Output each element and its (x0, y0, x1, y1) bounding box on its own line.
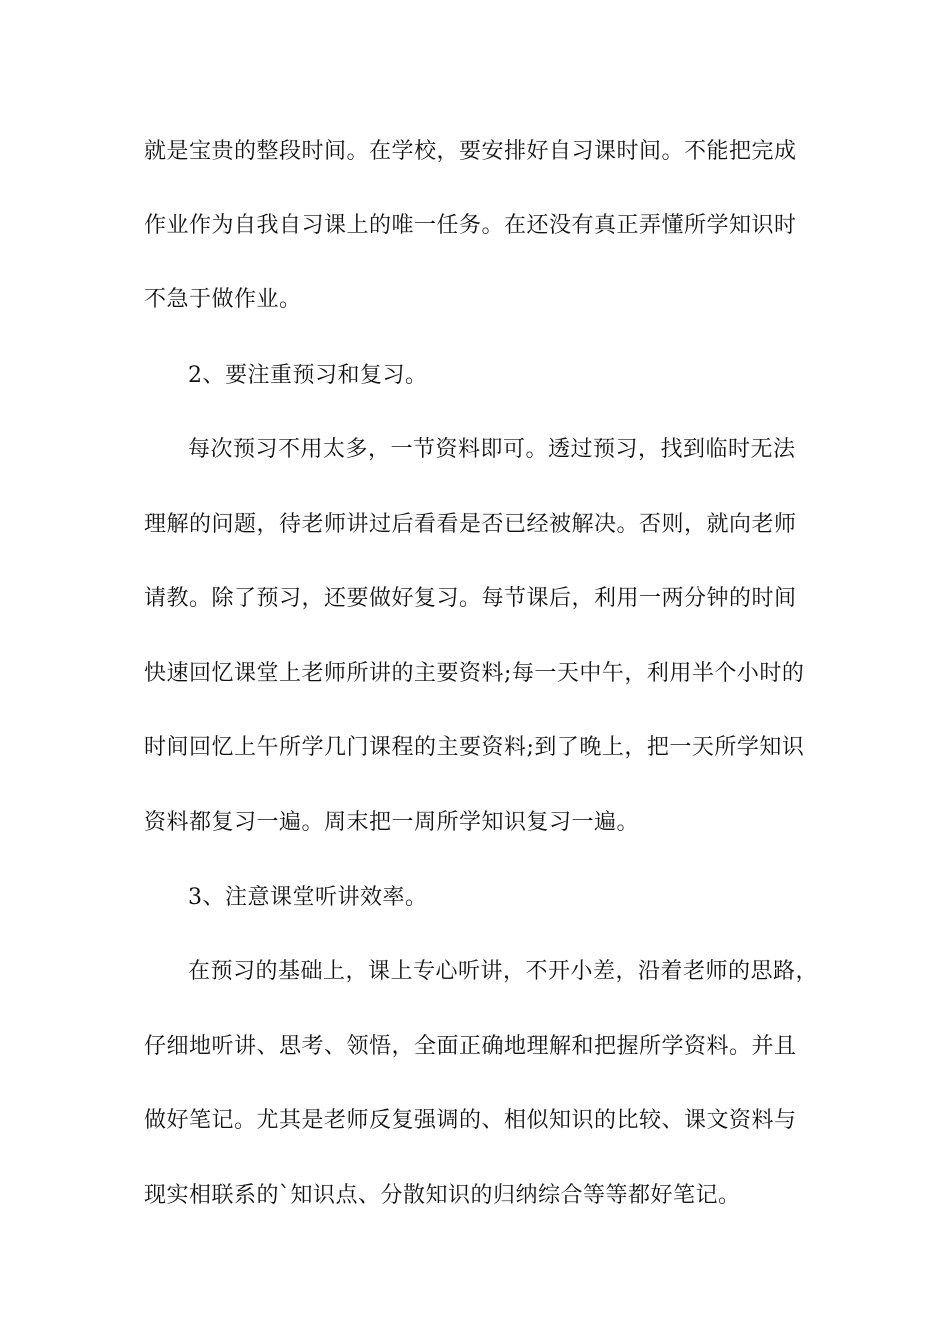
paragraph-line-1: 就是宝贵的整段时间。在学校，要安排好自习课时间。不能把完成 (144, 139, 797, 164)
section-heading-3: 3、注意课堂听讲效率。 (188, 885, 428, 910)
paragraph-line-13: 现实相联系的`知识点、分散知识的归纳综合等等都好笔记。 (144, 1183, 741, 1208)
paragraph-line-2: 作业作为自我自习课上的唯一任务。在还没有真正弄懂所学知识时 (144, 213, 797, 238)
section-heading-2: 2、要注重预习和复习。 (188, 363, 428, 388)
paragraph-line-11: 仔细地听讲、思考、领悟，全面正确地理解和把握所学资料。并且 (144, 1034, 797, 1059)
paragraph-line-3: 不急于做作业。 (144, 287, 302, 312)
paragraph-line-12: 做好笔记。尤其是老师反复强调的、相似知识的比较、课文资料与 (144, 1108, 797, 1133)
paragraph-line-8: 时间回忆上午所学几门课程的主要资料;到了晚上，把一天所学知识 (144, 735, 805, 760)
paragraph-line-6: 请教。除了预习，还要做好复习。每节课后，利用一两分钟的时间 (144, 586, 797, 611)
paragraph-line-10: 在预习的基础上，课上专心听讲，不开小差，沿着老师的思路， (188, 959, 819, 984)
paragraph-line-5: 理解的问题，待老师讲过后看看是否已经被解决。否则，就向老师 (144, 512, 797, 537)
paragraph-line-4: 每次预习不用太多，一节资料即可。透过预习，找到临时无法 (188, 437, 796, 462)
paragraph-line-7: 快速回忆课堂上老师所讲的主要资料;每一天中午，利用半个小时的 (144, 661, 805, 686)
paragraph-line-9: 资料都复习一遍。周末把一周所学知识复习一遍。 (144, 810, 640, 835)
